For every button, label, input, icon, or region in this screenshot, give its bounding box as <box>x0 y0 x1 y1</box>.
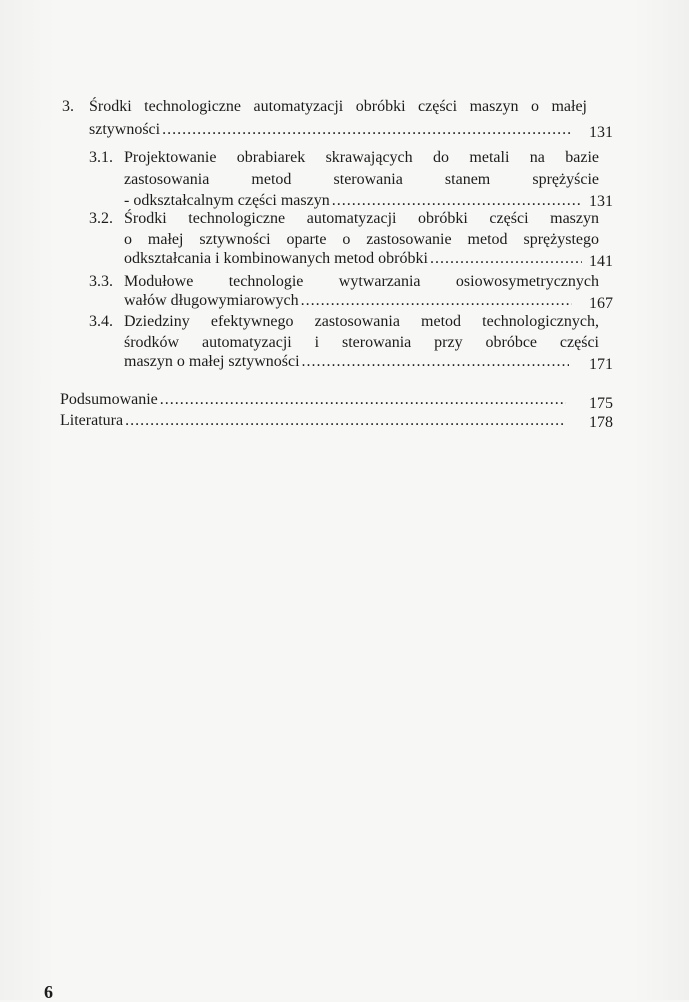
toc-entry-number: 3.2. <box>89 210 113 227</box>
toc-entry-leader <box>60 390 566 410</box>
toc-entry-title-line: maszyn o małej sztywności <box>124 353 300 370</box>
toc-entry-title-line: Podsumowanie <box>60 391 158 408</box>
toc-entry-title-line: zastosowania metod sterowania stanem sprężyście <box>124 171 599 188</box>
toc-entry-title-line: wałów długowymiarowych <box>124 292 299 309</box>
toc-entry-number: 3.3. <box>89 273 113 290</box>
toc-entry-title-line: Literatura <box>60 412 124 429</box>
toc-entry-leader <box>124 352 569 372</box>
toc-entry-leader <box>124 291 572 311</box>
toc-entry-leader <box>89 120 571 140</box>
dot-leader <box>332 191 582 211</box>
dot-leader <box>160 390 566 410</box>
toc-page-number: 131 <box>589 124 613 141</box>
toc-page-number: 178 <box>589 414 613 431</box>
toc-entry-title-line: Środki technologiczne automatyzacji obróbki części maszyn <box>124 210 599 227</box>
toc-entry-number: 3.1. <box>89 149 113 166</box>
toc-entry-title-line: o małej sztywności oparte o zastosowanie metod sprężystego <box>124 231 599 248</box>
dot-leader <box>302 352 569 372</box>
toc-entry-title-line: sztywności <box>89 121 161 138</box>
toc-entry-title-line: Środki technologiczne automatyzacji obróbki części maszyn o małej <box>89 98 587 115</box>
toc-entry-title-line: Projektowanie obrabiarek skrawających do metali na bazie <box>124 149 599 166</box>
toc-entry-title-line: Modułowe technologie wytwarzania osiowosymetrycznych <box>124 273 599 290</box>
toc-entry-number: 3.4. <box>89 313 113 330</box>
toc-entry-number: 3. <box>62 98 74 115</box>
toc-entry-title-line: środków automatyzacji i sterowania przy obróbce części <box>124 334 599 351</box>
toc-page-number: 167 <box>589 295 613 312</box>
dot-leader <box>162 120 571 140</box>
toc-entry-leader <box>124 191 582 211</box>
dot-leader <box>430 249 582 269</box>
toc-entry-title-line: - odkształcalnym części maszyn <box>124 192 330 209</box>
dot-leader <box>301 291 572 311</box>
dot-leader <box>125 411 566 431</box>
page-folio-number: 6 <box>44 982 53 1002</box>
toc-page-number: 171 <box>589 356 613 373</box>
toc-page-number: 175 <box>589 395 613 412</box>
toc-entry-leader <box>60 411 566 431</box>
toc-entry-title-line: odkształcania i kombinowanych metod obróbki <box>124 250 428 267</box>
toc-entry-leader <box>124 249 582 269</box>
toc-entry-title-line: Dziedziny efektywnego zastosowania metod technologicznych, <box>124 313 599 330</box>
toc-page-number: 141 <box>589 253 613 270</box>
toc-page-number: 131 <box>589 193 613 210</box>
